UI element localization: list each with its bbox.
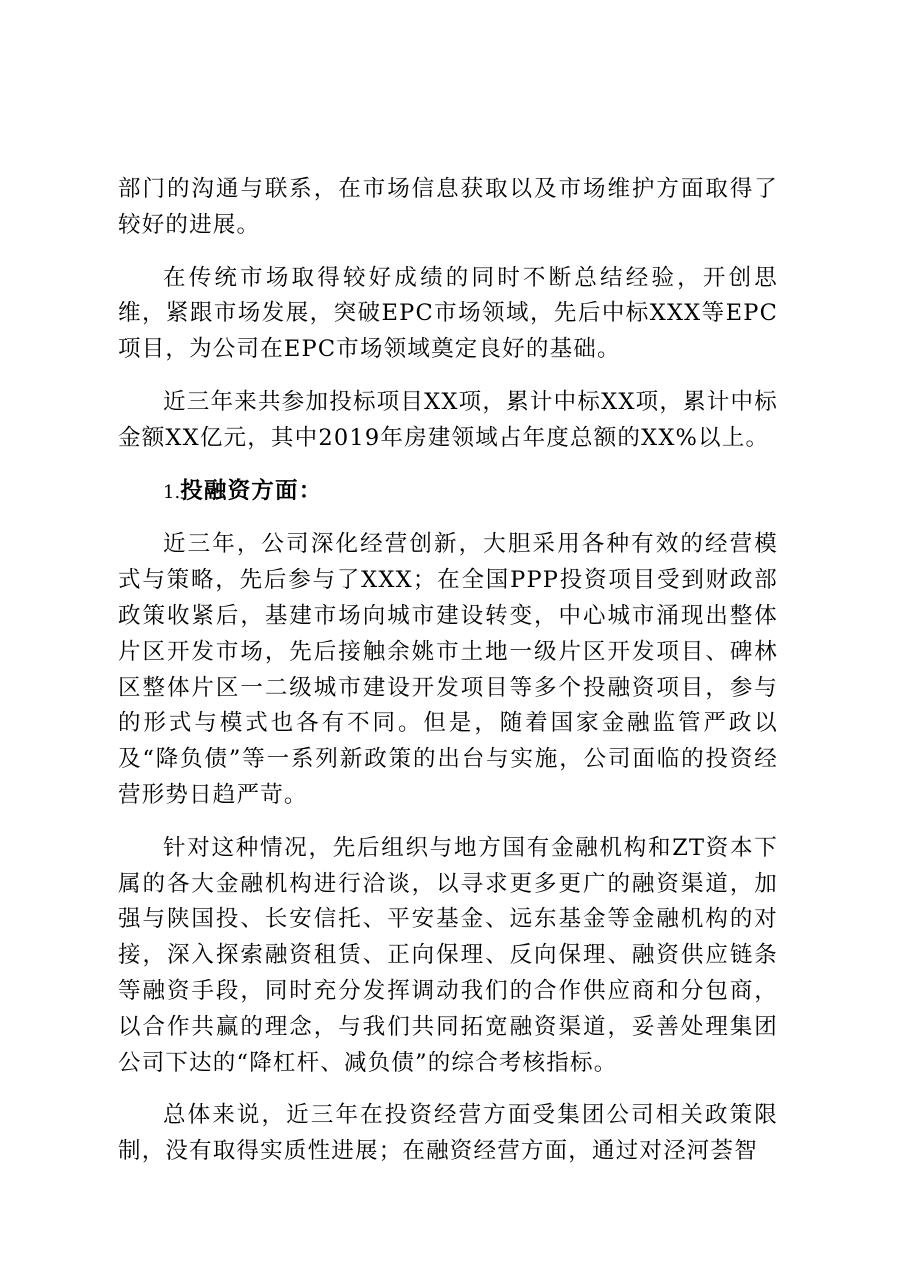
paragraph-bidding-stats: 近三年来共参加投标项目XX项，累计中标XX项，累计中标金额XX亿元，其中2019年房建领域占年度总额的XX%以上。 bbox=[118, 388, 778, 451]
paragraph-epc-market: 在传统市场取得较好成绩的同时不断总结经验，开创思维，紧跟市场发展，突破EPC市场领域，先后中标XXX等EPC项目，为公司在EPC市场领域奠定良好的基础。 bbox=[118, 264, 778, 363]
paragraph-operation-innovation: 近三年，公司深化经营创新，大胆采用各种有效的经营模式与策略，先后参与了XXX；在全国PPP投资项目受到财政部政策收紧后，基建市场向城市建设转变，中心城市涌现出整体片区开发市场，先后接触余姚市土地一级片区开发项目、碑林区整体片区一二级城市建设开发项目等多个投融资项目，参与的形式与模式也各有不同。但是，随着国家金融监管严政以及“降负债”等一系列新政策的出台与实施，公司面临的投资经营形势日趋严苛。 bbox=[118, 531, 778, 808]
paragraph-financing-channels: 针对这种情况，先后组织与地方国有金融机构和ZT资本下属的各大金融机构进行洽谈，以寻求更多更广的融资渠道，加强与陕国投、长安信托、平安基金、远东基金等金融机构的对接，深入探索融资租赁、正向保理、反向保理、融资供应链条等融资手段，同时充分发挥调动我们的合作供应商和分包商，以合作共赢的理念，与我们共同拓宽融资渠道，妥善处理集团公司下达的“降杠杆、减负债”的综合考核指标。 bbox=[118, 834, 778, 1076]
section-heading-investment-financing bbox=[118, 474, 778, 511]
paragraph-overall-summary: 总体来说，近三年在投资经营方面受集团公司相关政策限制，没有取得实质性进展；在融资经营方面，通过对泾河荟智 bbox=[118, 1102, 778, 1165]
paragraph-market-communication: 部门的沟通与联系，在市场信息获取以及市场维护方面取得了较好的进展。 bbox=[118, 176, 778, 238]
document-body bbox=[118, 172, 778, 1187]
section-title: 投融资方面： bbox=[180, 477, 323, 504]
section-number: 1. bbox=[163, 481, 181, 503]
